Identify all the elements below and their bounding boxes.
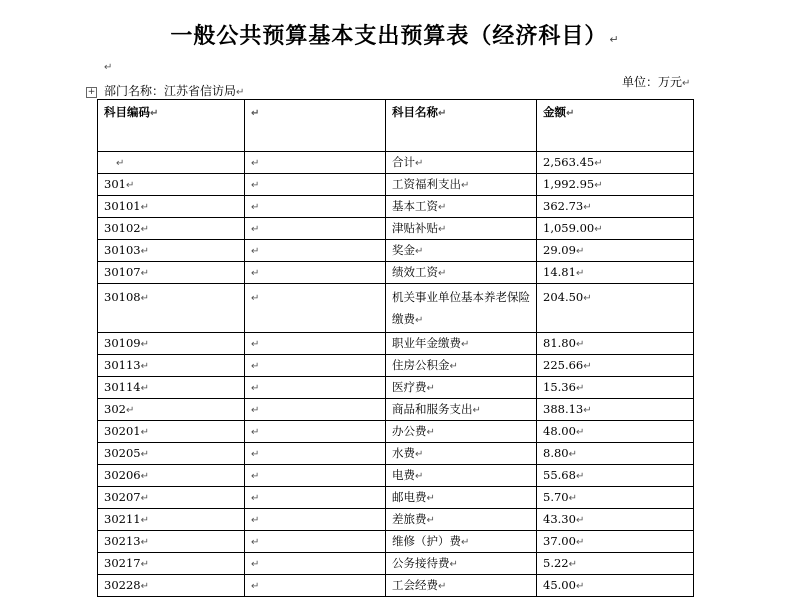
- name-cell-text: 商品和服务支出: [392, 402, 473, 416]
- paragraph-mark: ↵: [415, 315, 424, 326]
- name-cell-text: 医疗费: [392, 380, 427, 394]
- table-row: [98, 377, 694, 399]
- code-cell: [98, 284, 245, 333]
- name-cell-text: 奖金: [392, 243, 415, 257]
- paragraph-mark: ↵: [116, 158, 125, 169]
- paragraph-mark: ↵: [251, 559, 260, 570]
- name-cell: [386, 174, 537, 196]
- name-cell: [386, 377, 537, 399]
- paragraph-mark: ↵: [594, 158, 603, 169]
- amount-cell: [537, 262, 694, 284]
- paragraph-mark: ↵: [251, 493, 260, 504]
- amount-cell: [537, 174, 694, 196]
- blank-cell: [245, 509, 386, 531]
- blank-cell: [245, 262, 386, 284]
- code-cell-text: 30103: [104, 243, 141, 257]
- paragraph-mark: ↵: [449, 361, 458, 372]
- code-cell: [98, 399, 245, 421]
- amount-cell-text: 1,059.00: [543, 221, 595, 235]
- paragraph-mark: ↵: [251, 405, 260, 416]
- paragraph-mark: ↵: [583, 405, 592, 416]
- name-cell-text: 职业年金缴费: [392, 336, 461, 350]
- name-cell-text: 水费: [392, 446, 415, 460]
- amount-cell: [537, 333, 694, 355]
- paragraph-mark: ↵: [575, 339, 585, 350]
- code-cell: [98, 509, 245, 531]
- amount-cell-text: 45.00: [543, 578, 576, 592]
- paragraph-mark: ↵: [583, 293, 592, 304]
- paragraph-mark: ↵: [594, 180, 603, 191]
- paragraph-mark: ↵: [438, 268, 447, 279]
- amount-cell: [537, 443, 694, 465]
- amount-cell-text: 204.50: [543, 290, 584, 304]
- blank-cell: [245, 196, 386, 218]
- code-cell-text: 30113: [104, 358, 141, 372]
- code-cell-text: 30213: [104, 534, 141, 548]
- paragraph-mark: ↵: [251, 471, 260, 482]
- name-cell-text: 邮电费: [392, 490, 427, 504]
- amount-cell: [537, 553, 694, 575]
- code-cell: [98, 465, 245, 487]
- name-cell: [386, 575, 537, 597]
- name-cell: [386, 465, 537, 487]
- paragraph-mark: ↵: [575, 427, 585, 438]
- department-label: 部门名称：江苏省信访局↵: [104, 84, 245, 98]
- paragraph-mark: ↵: [140, 471, 149, 482]
- amount-cell-text: 5.22: [543, 556, 569, 570]
- paragraph-mark: ↵: [251, 293, 260, 304]
- paragraph-mark: ↵: [140, 559, 149, 570]
- code-cell-text: 30211: [104, 512, 141, 526]
- amount-cell-text: 55.68: [543, 468, 576, 482]
- paragraph-mark: ↵: [125, 180, 135, 191]
- blank-cell: [245, 174, 386, 196]
- blank-cell: [245, 421, 386, 443]
- code-cell-text: 30114: [104, 380, 141, 394]
- code-cell-text: 30102: [104, 221, 141, 235]
- paragraph-mark: ↵: [140, 339, 149, 350]
- code-cell-text: 30107: [104, 265, 141, 279]
- unit-label: 单位：万元↵: [622, 75, 691, 89]
- amount-cell: [537, 240, 694, 262]
- paragraph-mark: ↵: [140, 361, 149, 372]
- table-row: [98, 262, 694, 284]
- paragraph-mark: ↵: [140, 515, 149, 526]
- table-row: [98, 509, 694, 531]
- paragraph-mark: ↵: [140, 493, 149, 504]
- table-row: [98, 553, 694, 575]
- code-cell-text: 30109: [104, 336, 141, 350]
- paragraph-mark: ↵: [609, 33, 620, 46]
- header-blank: [245, 100, 386, 152]
- amount-cell: [537, 355, 694, 377]
- amount-cell-text: 8.80: [543, 446, 569, 460]
- blank-cell: [245, 284, 386, 333]
- table-row: [98, 531, 694, 553]
- amount-cell: [537, 196, 694, 218]
- code-cell: [98, 421, 245, 443]
- table-row: [98, 152, 694, 174]
- name-cell-text: 机关事业单位基本养老保险缴费: [392, 290, 530, 326]
- paragraph-mark: ↵: [140, 224, 149, 235]
- code-cell-text: 30201: [104, 424, 141, 438]
- code-cell: [98, 152, 245, 174]
- budget-table: [97, 99, 694, 597]
- paragraph-mark: ↵: [449, 559, 458, 570]
- paragraph-mark: ↵: [251, 383, 260, 394]
- amount-cell-text: 15.36: [543, 380, 576, 394]
- paragraph-mark: ↵: [575, 515, 585, 526]
- paragraph-mark: ↵: [236, 87, 245, 98]
- blank-cell: [245, 487, 386, 509]
- paragraph-mark: ↵: [583, 202, 592, 213]
- paragraph-mark: ↵: [426, 493, 435, 504]
- table-move-handle-icon[interactable]: +: [87, 87, 96, 97]
- table-row: [98, 465, 694, 487]
- paragraph-mark: ↵: [251, 515, 260, 526]
- amount-cell-text: 14.81: [543, 265, 576, 279]
- paragraph-mark: ↵: [104, 62, 113, 73]
- name-cell-text: 津贴补贴: [392, 221, 438, 235]
- amount-cell-text: 1,992.95: [543, 177, 595, 191]
- paragraph-mark: ↵: [575, 537, 585, 548]
- paragraph-mark: ↵: [575, 581, 585, 592]
- paragraph-mark: ↵: [575, 383, 585, 394]
- blank-cell: [245, 553, 386, 575]
- code-cell-text: 30206: [104, 468, 141, 482]
- blank-cell: [245, 575, 386, 597]
- name-cell: [386, 218, 537, 240]
- table-row: [98, 196, 694, 218]
- blank-cell: [245, 355, 386, 377]
- amount-cell-text: 2,563.45: [543, 155, 595, 169]
- paragraph-mark: ↵: [575, 268, 585, 279]
- code-cell-text: 30108: [104, 290, 141, 304]
- paragraph-mark: ↵: [426, 383, 435, 394]
- table-row: [98, 399, 694, 421]
- paragraph-mark: ↵: [461, 180, 470, 191]
- name-cell: [386, 399, 537, 421]
- amount-cell-text: 29.09: [543, 243, 576, 257]
- paragraph-mark: ↵: [461, 537, 470, 548]
- paragraph-mark: ↵: [566, 108, 575, 119]
- paragraph-mark: ↵: [140, 537, 149, 548]
- blank-cell: [245, 240, 386, 262]
- amount-cell: [537, 399, 694, 421]
- table-row: [98, 174, 694, 196]
- amount-cell: [537, 284, 694, 333]
- paragraph-mark: ↵: [438, 581, 447, 592]
- page-title: 一般公共预算基本支出预算表（经济科目） ↵: [170, 24, 620, 49]
- paragraph-mark: ↵: [594, 224, 603, 235]
- code-cell: [98, 174, 245, 196]
- table-header-row: [98, 100, 694, 152]
- code-cell: [98, 218, 245, 240]
- table-row: [98, 575, 694, 597]
- paragraph-mark: ↵: [251, 537, 260, 548]
- amount-cell: [537, 421, 694, 443]
- blank-cell: [245, 443, 386, 465]
- paragraph-mark: ↵: [575, 246, 585, 257]
- header-code: 科目编码↵: [98, 100, 245, 152]
- name-cell-text: 办公费: [392, 424, 427, 438]
- amount-cell: [537, 377, 694, 399]
- paragraph-mark: ↵: [575, 471, 585, 482]
- name-cell-text: 维修（护）费: [392, 534, 461, 548]
- name-cell: [386, 355, 537, 377]
- paragraph-mark: ↵: [251, 202, 260, 213]
- amount-cell: [537, 509, 694, 531]
- code-cell: [98, 377, 245, 399]
- paragraph-mark: ↵: [125, 405, 135, 416]
- code-cell: [98, 443, 245, 465]
- blank-cell: [245, 152, 386, 174]
- amount-cell-text: 81.80: [543, 336, 576, 350]
- paragraph-mark: ↵: [251, 180, 260, 191]
- paragraph-mark: ↵: [140, 581, 149, 592]
- code-cell: [98, 355, 245, 377]
- paragraph-mark: ↵: [415, 449, 424, 460]
- name-cell-text: 公务接待费: [392, 556, 450, 570]
- table-row: [98, 333, 694, 355]
- code-cell-text: 30217: [104, 556, 141, 570]
- paragraph-mark: ↵: [583, 361, 592, 372]
- name-cell: [386, 509, 537, 531]
- name-cell: [386, 531, 537, 553]
- name-cell-text: 差旅费: [392, 512, 427, 526]
- name-cell: [386, 487, 537, 509]
- paragraph-mark: ↵: [140, 268, 149, 279]
- header-name: 科目名称↵: [386, 100, 537, 152]
- name-cell: [386, 421, 537, 443]
- code-cell: [98, 575, 245, 597]
- paragraph-mark: ↵: [438, 202, 447, 213]
- amount-cell: [537, 531, 694, 553]
- code-cell-text: 30101: [104, 199, 141, 213]
- table-row: [98, 218, 694, 240]
- paragraph-mark: ↵: [438, 108, 447, 119]
- name-cell-text: 住房公积金: [392, 358, 450, 372]
- paragraph-mark: ↵: [251, 339, 260, 350]
- paragraph-mark: ↵: [251, 108, 260, 119]
- paragraph-mark: ↵: [251, 449, 260, 460]
- name-cell: [386, 443, 537, 465]
- blank-cell: [245, 333, 386, 355]
- paragraph-mark: ↵: [251, 158, 260, 169]
- name-cell-text: 绩效工资: [392, 265, 438, 279]
- paragraph-mark: ↵: [251, 361, 260, 372]
- paragraph-mark: ↵: [438, 224, 447, 235]
- paragraph-mark: ↵: [682, 78, 691, 89]
- code-cell-text: 30228: [104, 578, 141, 592]
- name-cell-text: 电费: [392, 468, 415, 482]
- code-cell-text: 302: [104, 402, 126, 416]
- name-cell: [386, 262, 537, 284]
- name-cell: [386, 284, 537, 333]
- blank-cell: [245, 218, 386, 240]
- amount-cell: [537, 152, 694, 174]
- amount-cell: [537, 575, 694, 597]
- name-cell-text: 基本工资: [392, 199, 438, 213]
- name-cell: [386, 553, 537, 575]
- amount-cell: [537, 487, 694, 509]
- blank-cell: [245, 531, 386, 553]
- code-cell: [98, 553, 245, 575]
- code-cell: [98, 531, 245, 553]
- paragraph-mark: ↵: [150, 108, 159, 119]
- code-cell-text: 30205: [104, 446, 141, 460]
- amount-cell-text: 5.70: [543, 490, 569, 504]
- table-row: [98, 355, 694, 377]
- paragraph-mark: ↵: [426, 427, 435, 438]
- amount-cell: [537, 218, 694, 240]
- paragraph-mark: ↵: [251, 268, 260, 279]
- paragraph-mark: ↵: [415, 471, 424, 482]
- paragraph-mark: ↵: [251, 427, 260, 438]
- code-cell: [98, 487, 245, 509]
- amount-cell-text: 48.00: [543, 424, 576, 438]
- paragraph-mark: ↵: [568, 493, 577, 504]
- amount-cell-text: 225.66: [543, 358, 584, 372]
- paragraph-mark: ↵: [251, 246, 260, 257]
- blank-cell: [245, 377, 386, 399]
- paragraph-mark: ↵: [568, 559, 577, 570]
- name-cell-text: 工会经费: [392, 578, 438, 592]
- paragraph-mark: ↵: [251, 224, 260, 235]
- paragraph-mark: ↵: [415, 158, 424, 169]
- blank-cell: [245, 465, 386, 487]
- amount-cell-text: 37.00: [543, 534, 576, 548]
- table-row: [98, 487, 694, 509]
- paragraph-mark: ↵: [140, 449, 149, 460]
- name-cell: [386, 333, 537, 355]
- name-cell: [386, 196, 537, 218]
- amount-cell-text: 388.13: [543, 402, 584, 416]
- header-amount: 金额↵: [537, 100, 694, 152]
- amount-cell-text: 362.73: [543, 199, 584, 213]
- table-row: [98, 240, 694, 262]
- table-row: [98, 284, 694, 333]
- paragraph-mark: ↵: [251, 581, 260, 592]
- name-cell-text: 工资福利支出: [392, 177, 461, 191]
- amount-cell: [537, 465, 694, 487]
- code-cell: [98, 262, 245, 284]
- paragraph-mark: ↵: [140, 293, 149, 304]
- table-row: [98, 443, 694, 465]
- code-cell-text: 301: [104, 177, 126, 191]
- code-cell: [98, 196, 245, 218]
- paragraph-mark: ↵: [140, 383, 149, 394]
- paragraph-mark: ↵: [140, 202, 149, 213]
- paragraph-mark: ↵: [426, 515, 435, 526]
- name-cell: [386, 240, 537, 262]
- name-cell-text: 合计: [392, 155, 415, 169]
- paragraph-mark: ↵: [140, 246, 149, 257]
- paragraph-mark: ↵: [415, 246, 424, 257]
- paragraph-mark: ↵: [140, 427, 149, 438]
- paragraph-mark: ↵: [461, 339, 470, 350]
- blank-cell: [245, 399, 386, 421]
- paragraph-mark: ↵: [568, 449, 577, 460]
- paragraph-mark: ↵: [472, 405, 481, 416]
- code-cell: [98, 333, 245, 355]
- amount-cell-text: 43.30: [543, 512, 576, 526]
- code-cell-text: 30207: [104, 490, 141, 504]
- table-row: [98, 421, 694, 443]
- name-cell: [386, 152, 537, 174]
- code-cell: [98, 240, 245, 262]
